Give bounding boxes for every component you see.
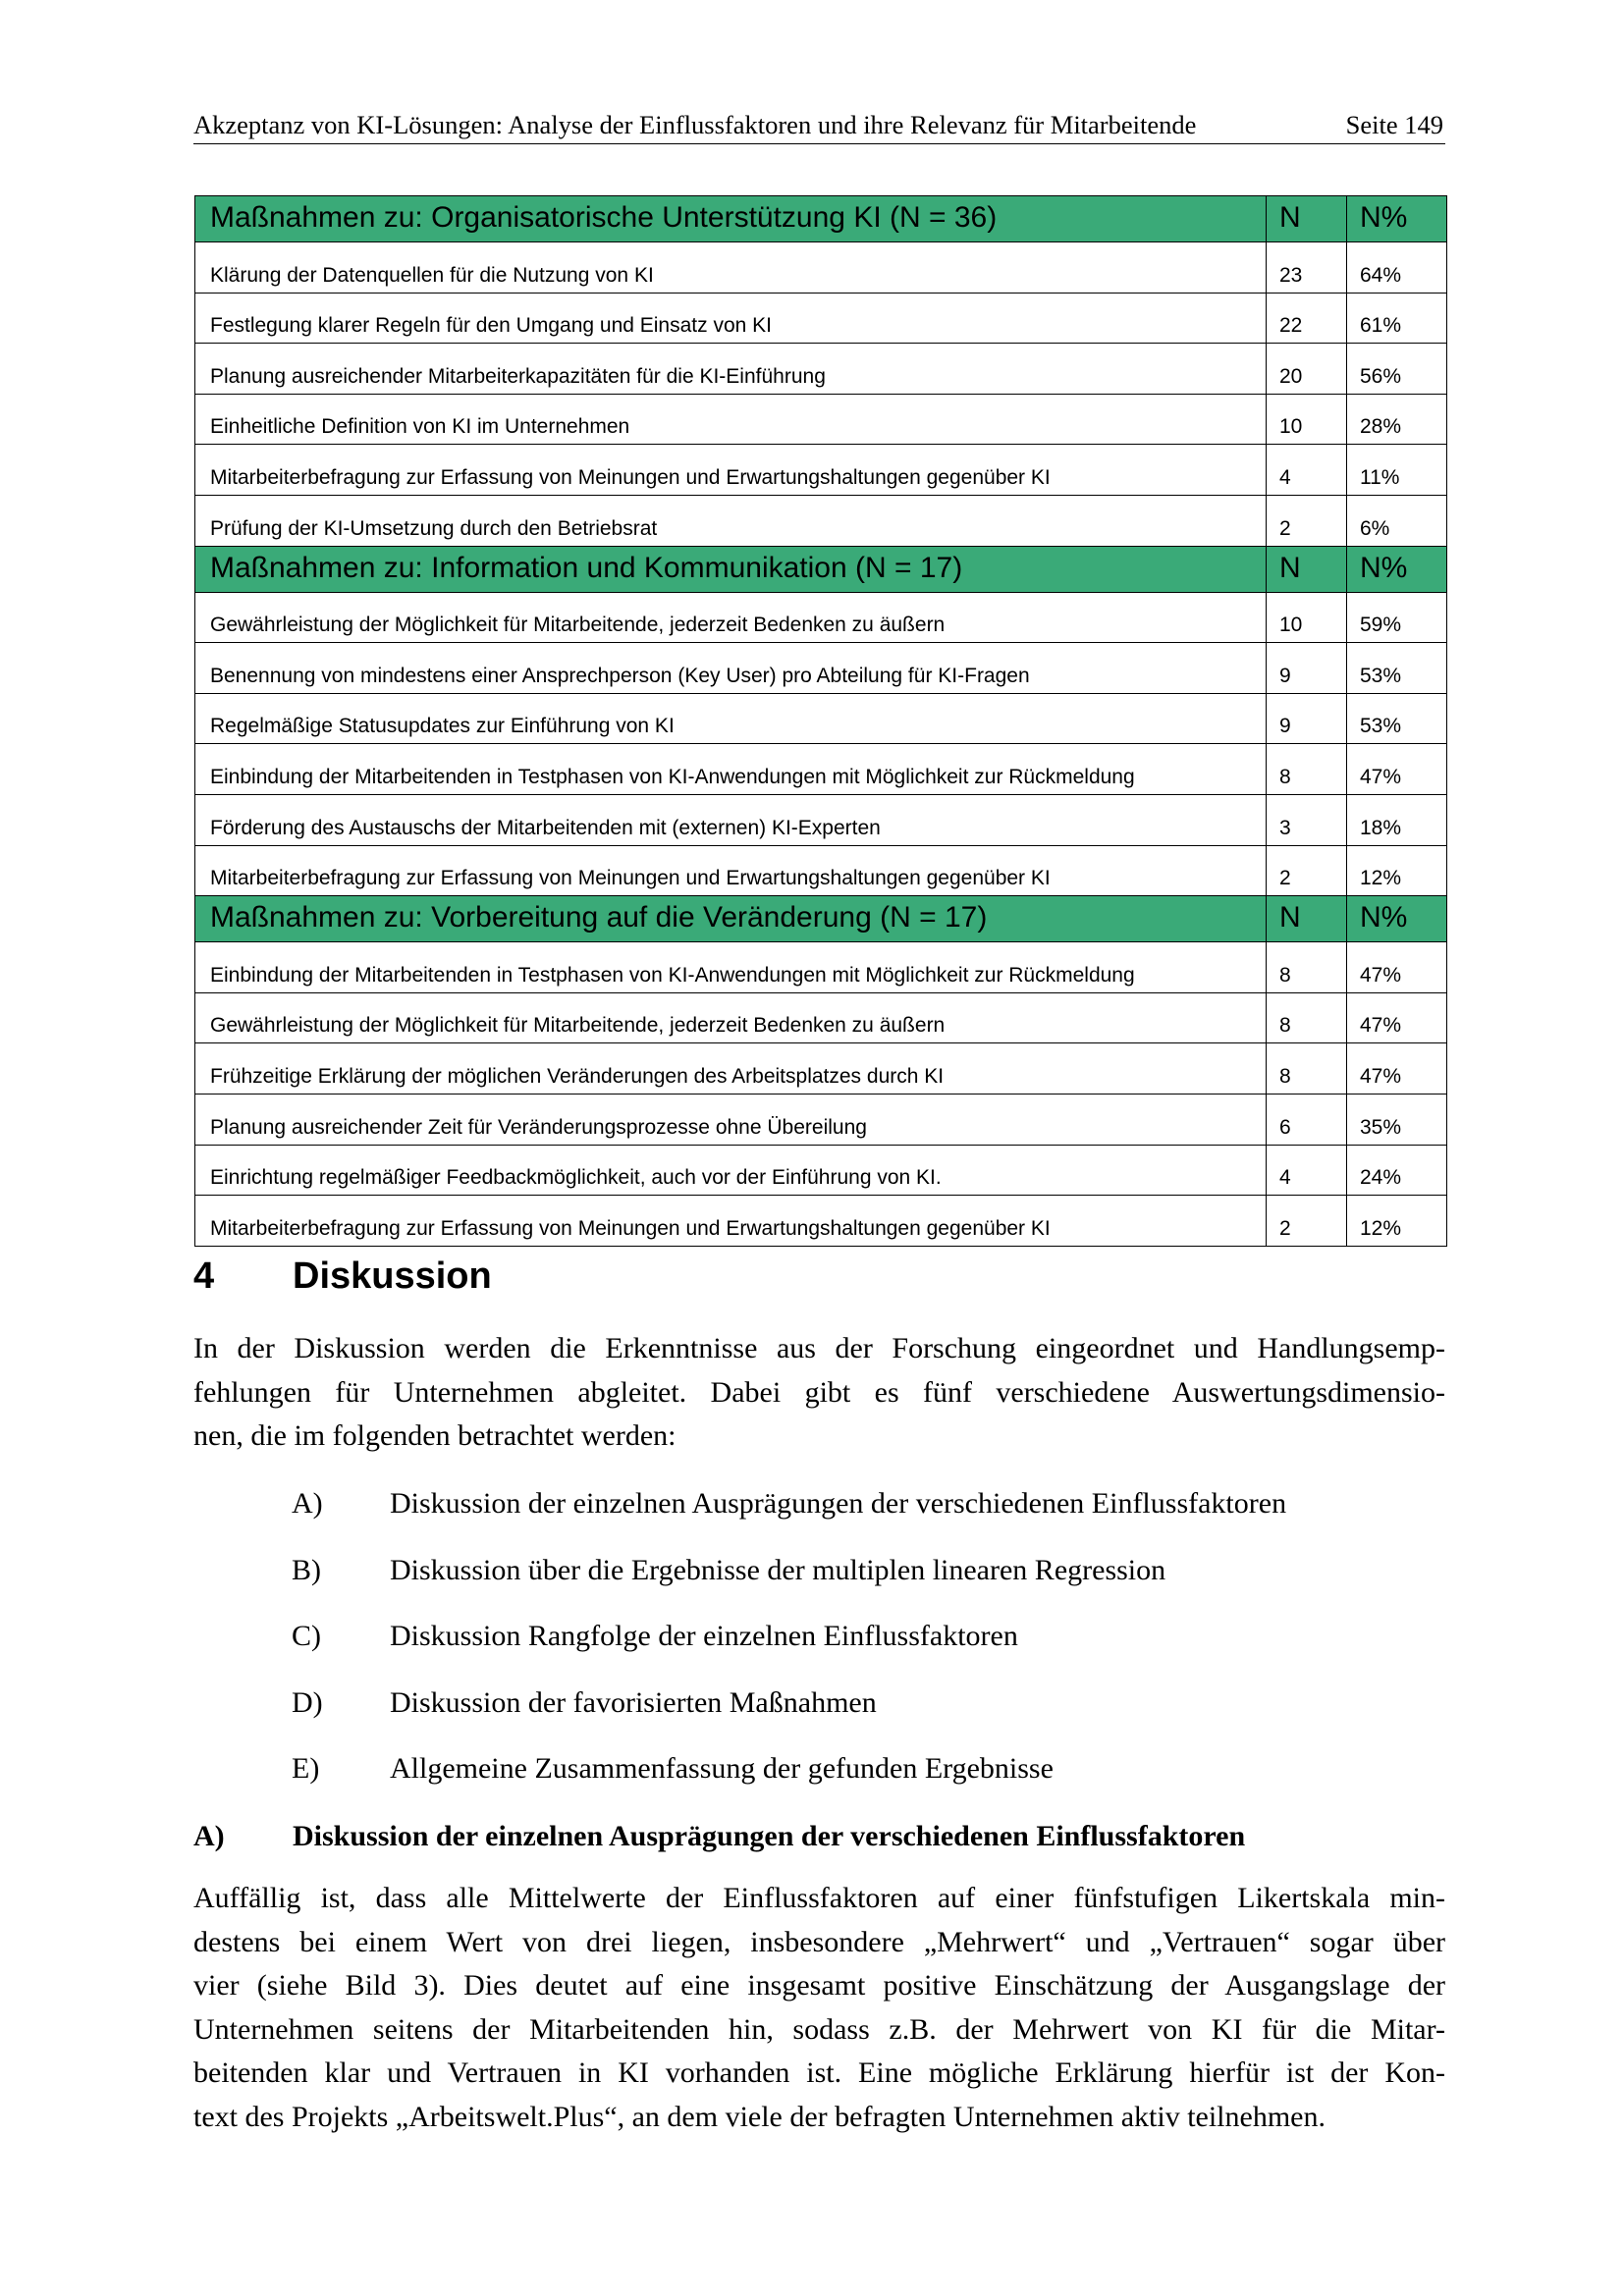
table-row [195,592,1447,643]
measure-label: Einheitliche Definition von KI im Unternehmen [195,394,1267,445]
measure-percent: 47% [1347,744,1447,795]
measure-percent: 56% [1347,344,1447,395]
subsection-label: A) [193,1820,225,1852]
measure-count: 4 [1267,1145,1347,1196]
measure-count: 23 [1267,242,1347,294]
measure-percent: 47% [1347,942,1447,993]
measure-percent: 53% [1347,643,1447,694]
chapter-number: 4 [193,1255,215,1297]
measure-percent: 11% [1347,445,1447,496]
subsection-title: Diskussion der einzelnen Ausprägungen der verschiedenen Einflussfaktoren [293,1820,1246,1852]
table-row [195,445,1447,496]
measure-count: 3 [1267,794,1347,845]
measure-count: 8 [1267,744,1347,795]
dimension-list [292,1482,1286,1814]
measure-percent: 47% [1347,992,1447,1043]
measure-label: Regelmäßige Statusupdates zur Einführung von KI [195,693,1267,744]
measure-label: Einrichtung regelmäßiger Feedbackmöglichkeit, auch vor der Einführung von KI. [195,1145,1267,1196]
text-line: text des Projekts „Arbeitswelt.Plus“, an dem viele der befragten Unternehmen aktiv teilnehmen. [193,2100,1326,2133]
table-row [195,942,1447,993]
table-row [195,1196,1447,1247]
measure-label: Klärung der Datenquellen für die Nutzung von KI [195,242,1267,294]
table-row [195,845,1447,896]
measure-label: Benennung von mindestens einer Ansprechperson (Key User) pro Abteilung für KI-Fragen [195,643,1267,694]
table-row [195,495,1447,546]
measure-count: 2 [1267,845,1347,896]
subsection-heading [193,1815,1245,1858]
measure-percent: 12% [1347,845,1447,896]
page-number: Seite 149 [1345,110,1443,139]
list-item-label: A) [292,1487,323,1520]
percent-column-header: N% [1347,546,1447,592]
n-column-header: N [1267,196,1347,242]
measures-table [194,195,1447,1247]
measure-label: Gewährleistung der Möglichkeit für Mitarbeitende, jederzeit Bedenken zu äußern [195,992,1267,1043]
measure-count: 2 [1267,1196,1347,1247]
measure-count: 9 [1267,643,1347,694]
measure-label: Mitarbeiterbefragung zur Erfassung von Meinungen und Erwartungshaltungen gegenüber KI [195,845,1267,896]
table-row [195,693,1447,744]
section-header-row [195,196,1447,242]
percent-column-header: N% [1347,896,1447,942]
list-item-label: B) [292,1553,321,1586]
measure-label: Prüfung der KI-Umsetzung durch den Betriebsrat [195,495,1267,546]
measure-label: Frühzeitige Erklärung der möglichen Veränderungen des Arbeitsplatzes durch KI [195,1043,1267,1095]
measure-percent: 35% [1347,1094,1447,1145]
measure-label: Planung ausreichender Zeit für Veränderungsprozesse ohne Übereilung [195,1094,1267,1145]
measure-count: 8 [1267,1043,1347,1095]
text-line: vier (siehe Bild 3). Dies deutet auf eine insgesamt positive Einschätzung der Ausgangslage der [193,1969,1445,2002]
measure-percent: 18% [1347,794,1447,845]
measure-percent: 47% [1347,1043,1447,1095]
n-column-header: N [1267,896,1347,942]
table-row [195,643,1447,694]
list-item [292,1615,1286,1682]
chapter-title: Diskussion [293,1255,492,1297]
measure-count: 8 [1267,942,1347,993]
intro-paragraph [193,1327,1445,1459]
text-line: beitenden klar und Vertrauen in KI vorhanden ist. Eine mögliche Erklärung hierfür ist der Kon- [193,2056,1445,2089]
table-row [195,794,1447,845]
table-row [195,242,1447,294]
measure-label: Gewährleistung der Möglichkeit für Mitarbeitende, jederzeit Bedenken zu äußern [195,592,1267,643]
measure-count: 4 [1267,445,1347,496]
measure-count: 2 [1267,495,1347,546]
table-row [195,1094,1447,1145]
measure-percent: 28% [1347,394,1447,445]
percent-column-header: N% [1347,196,1447,242]
measure-label: Mitarbeiterbefragung zur Erfassung von Meinungen und Erwartungshaltungen gegenüber KI [195,1196,1267,1247]
list-item [292,1747,1286,1814]
table-row [195,344,1447,395]
running-title: Akzeptanz von KI-Lösungen: Analyse der Einflussfaktoren und ihre Relevanz für Mitarbeitende [193,110,1197,139]
measure-count: 10 [1267,394,1347,445]
measure-count: 9 [1267,693,1347,744]
list-item-text: Diskussion der favorisierten Maßnahmen [390,1685,877,1719]
measure-percent: 64% [1347,242,1447,294]
measure-count: 22 [1267,293,1347,344]
section-title: Maßnahmen zu: Vorbereitung auf die Veränderung (N = 17) [195,896,1267,942]
text-line: Auffällig ist, dass alle Mittelwerte der Einflussfaktoren auf einer fünfstufigen Likertskala min- [193,1882,1445,1914]
table-row [195,1145,1447,1196]
measure-percent: 53% [1347,693,1447,744]
section-header-row [195,896,1447,942]
text-line: Unternehmen seitens der Mitarbeitenden hin, sodass z.B. der Mehrwert von KI für die Mitar- [193,2012,1445,2046]
list-item-label: D) [292,1685,323,1719]
list-item [292,1549,1286,1616]
measure-percent: 12% [1347,1196,1447,1247]
measure-count: 20 [1267,344,1347,395]
table-row [195,394,1447,445]
list-item-text: Diskussion der einzelnen Ausprägungen der verschiedenen Einflussfaktoren [390,1487,1287,1520]
section-title: Maßnahmen zu: Organisatorische Unterstützung KI (N = 36) [195,196,1267,242]
table-row [195,1043,1447,1095]
body-paragraph [193,1877,1445,2139]
text-line: nen, die im folgenden betrachtet werden: [193,1419,677,1452]
measure-label: Planung ausreichender Mitarbeiterkapazitäten für die KI-Einführung [195,344,1267,395]
list-item-label: E) [292,1752,320,1785]
list-item-text: Diskussion Rangfolge der einzelnen Einflussfaktoren [390,1620,1018,1652]
n-column-header: N [1267,546,1347,592]
measure-label: Einbindung der Mitarbeitenden in Testphasen von KI-Anwendungen mit Möglichkeit zur Rückmeldung [195,942,1267,993]
measures-table-body [195,196,1447,1247]
text-line: destens bei einem Wert von drei liegen, insbesondere „Mehrwert“ und „Vertrauen“ sogar über [193,1925,1445,1958]
section-header-row [195,546,1447,592]
measure-count: 6 [1267,1094,1347,1145]
table-row [195,992,1447,1043]
list-item [292,1482,1286,1549]
measure-percent: 6% [1347,495,1447,546]
measure-count: 10 [1267,592,1347,643]
list-item-text: Diskussion über die Ergebnisse der multiplen linearen Regression [390,1553,1166,1586]
table-row [195,744,1447,795]
measure-count: 8 [1267,992,1347,1043]
table-row [195,293,1447,344]
measure-percent: 59% [1347,592,1447,643]
measure-label: Mitarbeiterbefragung zur Erfassung von Meinungen und Erwartungshaltungen gegenüber KI [195,445,1267,496]
measure-percent: 61% [1347,293,1447,344]
section-title: Maßnahmen zu: Information und Kommunikation (N = 17) [195,546,1267,592]
measure-percent: 24% [1347,1145,1447,1196]
list-item-text: Allgemeine Zusammenfassung der gefunden Ergebnisse [390,1752,1054,1785]
list-item-label: C) [292,1620,321,1652]
text-line: fehlungen für Unternehmen abgleitet. Dabei gibt es fünf verschiedene Auswertungsdimensio- [193,1375,1445,1409]
chapter-heading [193,1255,492,1298]
list-item [292,1682,1286,1748]
measure-label: Förderung des Austauschs der Mitarbeitenden mit (externen) KI-Experten [195,794,1267,845]
measure-label: Festlegung klarer Regeln für den Umgang und Einsatz von KI [195,293,1267,344]
text-line: In der Diskussion werden die Erkenntnisse aus der Forschung eingeordnet und Handlungsemp- [193,1332,1445,1364]
measure-label: Einbindung der Mitarbeitenden in Testphasen von KI-Anwendungen mit Möglichkeit zur Rückmeldung [195,744,1267,795]
running-header [193,108,1445,144]
